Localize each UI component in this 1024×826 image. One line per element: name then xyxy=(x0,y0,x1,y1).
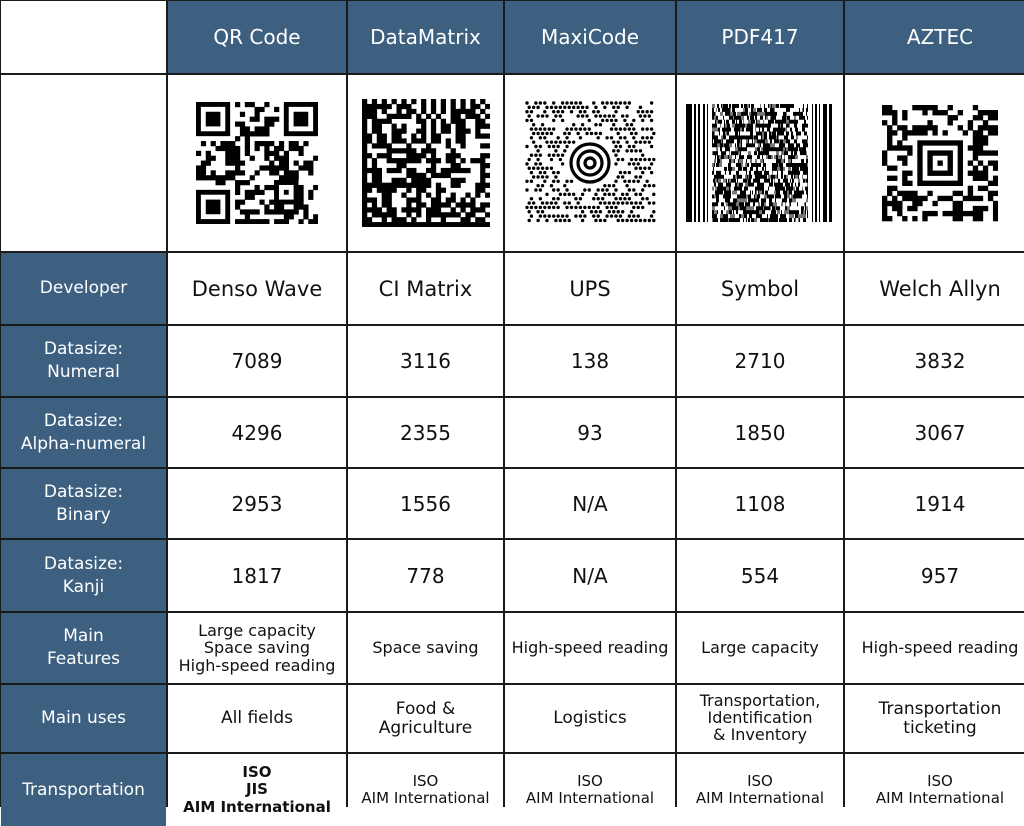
pdf417-image-cell xyxy=(677,75,843,251)
uses-maxicode: Logistics xyxy=(505,685,675,752)
standards-maxicode: ISO AIM International xyxy=(505,754,675,826)
datamatrix-symbol xyxy=(362,99,490,227)
row-header-datasize-alphanumeral: Datasize: Alpha-numeral xyxy=(1,398,166,467)
features-maxicode: High-speed reading xyxy=(505,613,675,683)
uses-datamatrix: Food & Agriculture xyxy=(348,685,503,752)
image-row-label xyxy=(1,75,166,251)
standards-aztec: ISO AIM International xyxy=(845,754,1024,826)
row-header-datasize-numeral: Datasize: Numeral xyxy=(1,326,166,396)
uses-aztec: Transportation ticketing xyxy=(845,685,1024,752)
binary-maxicode: N/A xyxy=(505,469,675,538)
features-pdf417: Large capacity xyxy=(677,613,843,683)
row-header-main-features: Main Features xyxy=(1,613,166,683)
kanji-qr: 1817 xyxy=(168,540,346,611)
binary-qr: 2953 xyxy=(168,469,346,538)
row-header-datasize-kanji: Datasize: Kanji xyxy=(1,540,166,611)
numeral-aztec: 3832 xyxy=(845,326,1024,396)
developer-qr: Denso Wave xyxy=(168,253,346,324)
qr-code-symbol xyxy=(196,102,318,224)
column-header-pdf417: PDF417 xyxy=(677,1,843,73)
uses-pdf417: Transportation, Identification & Inventory xyxy=(677,685,843,752)
row-header-main-uses: Main uses xyxy=(1,685,166,752)
binary-pdf417: 1108 xyxy=(677,469,843,538)
column-header-aztec: AZTEC xyxy=(845,1,1024,73)
features-qr: Large capacity Space saving High-speed reading xyxy=(168,613,346,683)
standards-qr: ISO JIS AIM International xyxy=(168,754,346,826)
binary-aztec: 1914 xyxy=(845,469,1024,538)
standards-pdf417: ISO AIM International xyxy=(677,754,843,826)
column-header-qr: QR Code xyxy=(168,1,346,73)
developer-pdf417: Symbol xyxy=(677,253,843,324)
column-header-datamatrix: DataMatrix xyxy=(348,1,503,73)
developer-datamatrix: CI Matrix xyxy=(348,253,503,324)
alphanumeral-aztec: 3067 xyxy=(845,398,1024,467)
qr-code-image-cell xyxy=(168,75,346,251)
pdf417-symbol xyxy=(686,104,834,222)
binary-datamatrix: 1556 xyxy=(348,469,503,538)
maxicode-symbol xyxy=(523,99,657,227)
features-aztec: High-speed reading xyxy=(845,613,1024,683)
features-datamatrix: Space saving xyxy=(348,613,503,683)
numeral-qr: 7089 xyxy=(168,326,346,396)
kanji-aztec: 957 xyxy=(845,540,1024,611)
row-header-developer: Developer xyxy=(1,253,166,324)
alphanumeral-maxicode: 93 xyxy=(505,398,675,467)
row-header-transportation: Transportation xyxy=(1,754,166,826)
numeral-maxicode: 138 xyxy=(505,326,675,396)
kanji-pdf417: 554 xyxy=(677,540,843,611)
developer-maxicode: UPS xyxy=(505,253,675,324)
kanji-maxicode: N/A xyxy=(505,540,675,611)
standards-datamatrix: ISO AIM International xyxy=(348,754,503,826)
column-header-maxicode: MaxiCode xyxy=(505,1,675,73)
datamatrix-image-cell xyxy=(348,75,503,251)
aztec-image-cell xyxy=(845,75,1024,251)
numeral-datamatrix: 3116 xyxy=(348,326,503,396)
developer-aztec: Welch Allyn xyxy=(845,253,1024,324)
numeral-pdf417: 2710 xyxy=(677,326,843,396)
maxicode-image-cell xyxy=(505,75,675,251)
alphanumeral-pdf417: 1850 xyxy=(677,398,843,467)
alphanumeral-qr: 4296 xyxy=(168,398,346,467)
kanji-datamatrix: 778 xyxy=(348,540,503,611)
uses-qr: All fields xyxy=(168,685,346,752)
corner-cell xyxy=(1,1,166,73)
row-header-datasize-binary: Datasize: Binary xyxy=(1,469,166,538)
alphanumeral-datamatrix: 2355 xyxy=(348,398,503,467)
aztec-symbol xyxy=(882,104,998,222)
